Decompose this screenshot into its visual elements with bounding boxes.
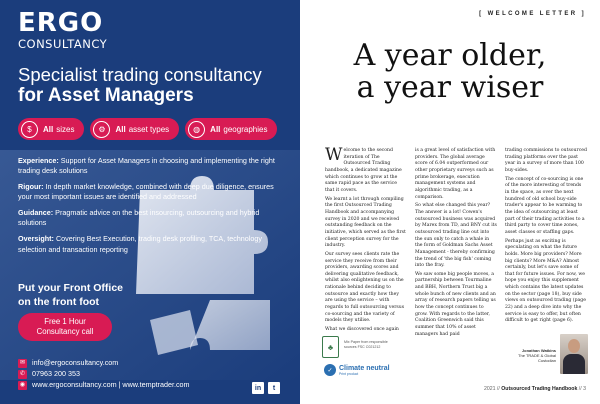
author-name: Jonathan Watkins bbox=[521, 348, 556, 353]
fsc-certification-text: Mix Paper from responsible sources FSC C021212 bbox=[344, 340, 388, 350]
climate-title: Climate neutral bbox=[339, 364, 390, 372]
drop-cap: W bbox=[325, 145, 343, 165]
welcome-letter-page bbox=[300, 0, 600, 404]
web-icon: ◉ bbox=[19, 382, 26, 388]
pill-all-asset-types bbox=[90, 118, 179, 140]
ad-headline bbox=[18, 64, 262, 107]
footer-publication: Outsourced Trading Handbook bbox=[501, 386, 578, 392]
article-body bbox=[325, 145, 587, 340]
footer-year: 2021 bbox=[483, 386, 496, 392]
paragraph bbox=[325, 145, 407, 195]
feature-oversight bbox=[18, 234, 283, 254]
pill-all-geographies bbox=[185, 118, 277, 140]
pill-text: sizes bbox=[56, 124, 75, 134]
feature-text: Pragmatic advice on the best insourcing, outsourcing and hybrid solutions bbox=[18, 208, 260, 228]
paragraph: What we discovered once again bbox=[325, 327, 399, 333]
gear-icon: ⚙ bbox=[93, 121, 110, 138]
contact-details bbox=[18, 358, 190, 391]
title-line-1: A year older, bbox=[353, 38, 547, 73]
paragraph: We learnt a lot through compiling the first Outsourced Trading Handbook and accompanying survey in 2020 and we received outstanding feedback on the initiative, which served as the first client perception survey for the industry. bbox=[325, 196, 406, 249]
author-credit bbox=[508, 348, 556, 364]
feature-rigour bbox=[18, 182, 283, 202]
page-title bbox=[300, 40, 600, 103]
feature-text: In depth market knowledge, combined with deep due diligence, ensures your most important issues are identified and addressed bbox=[18, 182, 274, 202]
author-role: The TRADE & Global Custodian bbox=[518, 353, 556, 364]
feature-text: Support for Asset Managers in choosing and implementing the right trading desk solutions bbox=[18, 156, 275, 176]
feature-label: Guidance: bbox=[18, 208, 54, 218]
email-link[interactable]: info@ergoconsultancy.com bbox=[32, 358, 119, 368]
paragraph: is a great level of satisfaction with providers. The global average score of 6.04 outperformed our other proprietary surveys such as prime brokerage, execution management systems and algorithmic trading, as a comparison. bbox=[415, 148, 496, 200]
website-links[interactable]: www.ergoconsultancy.com | www.temptrader.com bbox=[32, 380, 190, 390]
tagline-line-1: Put your Front Office bbox=[18, 282, 123, 294]
phone-number[interactable]: 07963 200 353 bbox=[32, 369, 80, 379]
pill-all-sizes bbox=[18, 118, 84, 140]
pill-text: geographies bbox=[223, 124, 268, 134]
paragraph: trading commissions to outsourced trading platforms over the past year in a survey of more than 100 buy-sides. bbox=[505, 148, 587, 173]
paragraph-text: elcome to the second iteration of The Outsourced Trading handbook, a dedicated magazine which continues to grow at the same rapid pace as the service that it covers. bbox=[325, 148, 402, 193]
pill-bold: All bbox=[210, 124, 221, 134]
linkedin-icon[interactable]: in bbox=[252, 382, 264, 394]
feature-experience bbox=[18, 156, 283, 176]
feature-label: Oversight: bbox=[18, 234, 54, 244]
paragraph: Our survey sees clients rate the service they receive from their providers, awarding scores and delivering qualitative feedback, whilst also enlightening us on the rationale behind deciding to outsource and exactly how they are using the service – with regards to full outsourcing versus co-sourcing and the variety of models they utilise. bbox=[325, 251, 405, 324]
feature-guidance bbox=[18, 208, 283, 228]
email-row[interactable] bbox=[18, 358, 190, 369]
author-photo bbox=[560, 334, 588, 374]
fsc-logo-icon: ♣ bbox=[322, 336, 339, 358]
page-number: 3 bbox=[583, 386, 586, 392]
pill-bold: All bbox=[115, 124, 126, 134]
headline-line-2: for Asset Managers bbox=[18, 85, 194, 107]
feature-text: Covering Best Execution, trading desk profiling, TCA, technology selection and transaction reporting bbox=[18, 234, 262, 254]
feature-list bbox=[18, 156, 283, 261]
article-column-3 bbox=[505, 148, 587, 340]
article-column-2 bbox=[415, 148, 497, 340]
paragraph: The concept of co-sourcing is one of the more interesting of trends in the space, as over the next hundred of old school buy-side trader's appear to be warming to the idea of outsourcing at least part of their trading activities to a third party to cover time zones, asset classes or staffing gaps. bbox=[505, 176, 585, 235]
headline-line-1: Specialist trading consultancy bbox=[18, 64, 262, 85]
author-signoff bbox=[508, 334, 588, 374]
climate-neutral-icon: ✓ bbox=[324, 364, 336, 376]
climate-neutral-badge bbox=[324, 364, 390, 376]
website-row[interactable] bbox=[18, 380, 190, 391]
paragraph: We saw some big people moves, a partnership between Tourmaline and BBH, Northern Trust big a whole bunch of new clients and an array of research papers telling us how the concept continues to grow. With regards to the latter, Coalition Greenwich said this summer that 10% of asset managers had paid bbox=[415, 271, 496, 337]
call-line-2: Consultancy call bbox=[36, 327, 94, 336]
ergo-logo bbox=[18, 10, 107, 51]
article-column-1 bbox=[325, 145, 407, 340]
twitter-icon[interactable]: t bbox=[268, 382, 280, 394]
page-footer: 2021 // Outsourced Trading Handbook // 3 bbox=[483, 386, 586, 392]
tagline-line-2: on the front foot bbox=[18, 295, 100, 308]
phone-row[interactable] bbox=[18, 369, 190, 380]
social-links bbox=[252, 382, 280, 394]
logo-wordmark: ERGO bbox=[18, 8, 104, 38]
section-kicker: [ WELCOME LETTER ] bbox=[479, 11, 586, 17]
front-office-tagline bbox=[18, 282, 123, 309]
call-line-1: Free 1 Hour bbox=[44, 316, 86, 326]
paragraph: Perhaps just as exciting is speculating on what the future holds. More big providers? More big clients? More M&A? Almost certainly, but let's save some of that for future issues. For now, we hope you enjoy this supplement which contains the latest updates on the sector (page 18), buy side views on outsourced trading (page 22) and a deep dive into why the service is easy to offer, but often difficult to get right (page 6). bbox=[505, 238, 586, 324]
globe-icon: ◍ bbox=[188, 121, 205, 138]
feature-pills bbox=[18, 118, 277, 140]
logo-subtitle: CONSULTANCY bbox=[18, 37, 108, 51]
feature-label: Rigour: bbox=[18, 182, 44, 192]
pill-bold: All bbox=[43, 124, 54, 134]
dollar-icon: $ bbox=[21, 121, 38, 138]
email-icon: ✉ bbox=[19, 360, 26, 366]
phone-icon: ✆ bbox=[19, 371, 26, 377]
pill-text: asset types bbox=[128, 124, 170, 134]
feature-label: Experience: bbox=[18, 156, 59, 165]
paragraph: So what else changed this year? The answer is a lot! Cowen's outsourced business was acquired by Marex from TD, and BNY cut its outsourced trading line out into the sun only to catch a whale in the form of Goldman Sachs Asset Management - thereby confirming the trend of 'the big fish' coming into the fray. bbox=[415, 203, 497, 269]
climate-subtitle: Print product bbox=[339, 371, 359, 376]
title-line-2: a year wiser bbox=[356, 69, 544, 105]
free-consultancy-call-button[interactable] bbox=[18, 313, 112, 341]
